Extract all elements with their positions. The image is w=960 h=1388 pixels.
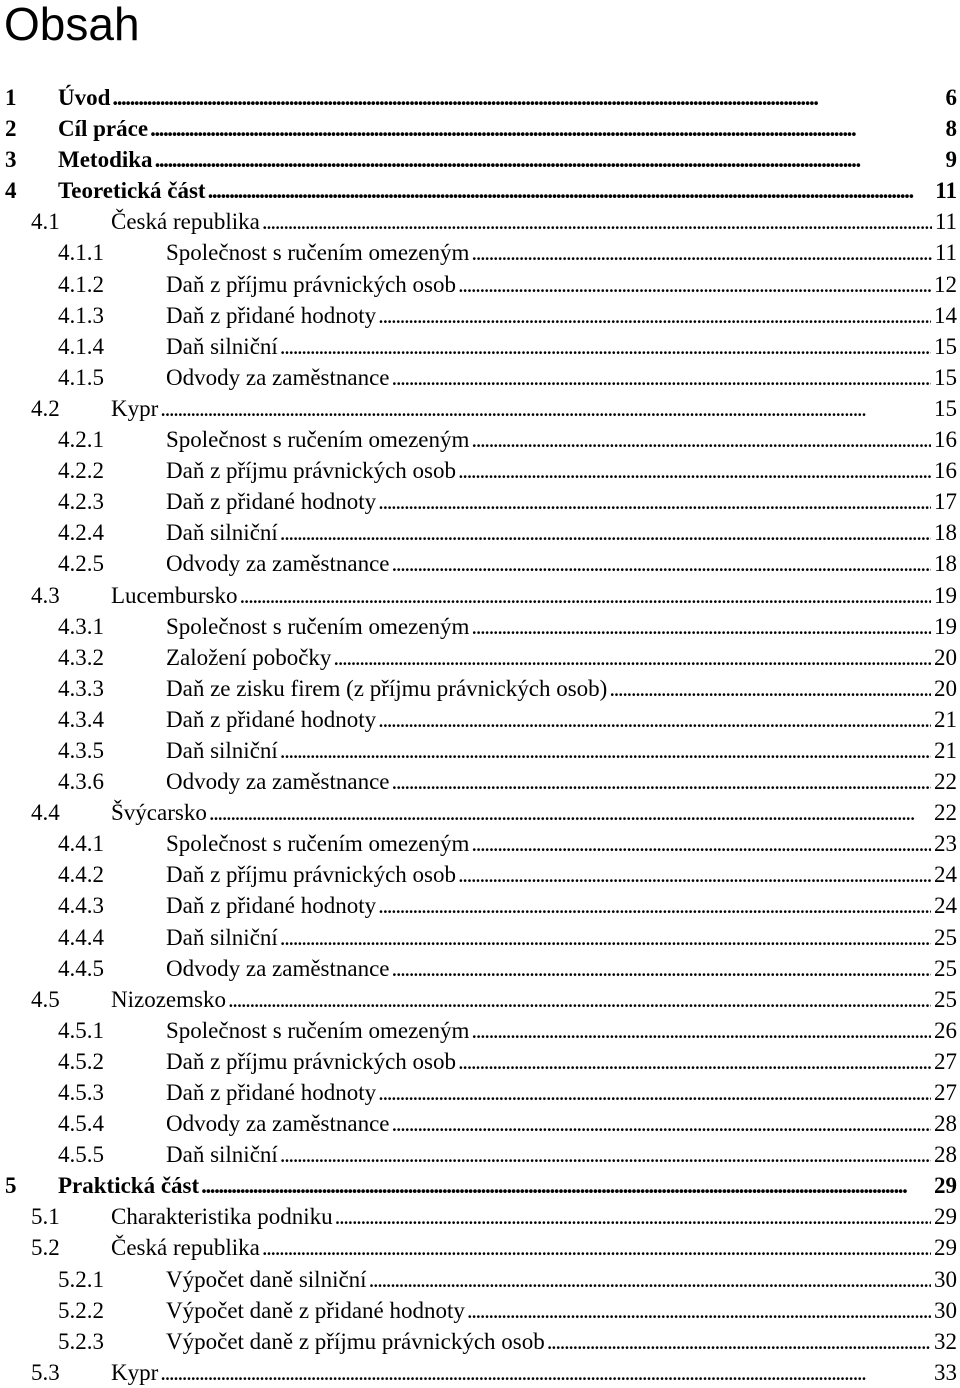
toc-entry-body xyxy=(111,393,957,424)
toc-entry-page-number: 11 xyxy=(934,209,957,235)
toc-entry[interactable] xyxy=(0,1170,960,1201)
toc-entry[interactable] xyxy=(0,1139,960,1170)
toc-entry-title: Teoretická část xyxy=(58,178,206,204)
toc-entry-body xyxy=(166,642,957,673)
toc-entry-title: Daň silniční xyxy=(166,520,278,546)
toc-entry[interactable] xyxy=(0,424,960,455)
toc-entry-title: Praktická část xyxy=(58,1173,200,1199)
toc-entry-number: 4.2.2 xyxy=(58,458,104,484)
toc-entry-title: Kypr xyxy=(111,1359,159,1385)
toc-entry-number: 4.2.4 xyxy=(58,520,104,546)
dot-leader xyxy=(239,580,931,611)
dot-leader xyxy=(262,1232,931,1263)
toc-entry-title: Daň silniční xyxy=(166,333,278,359)
toc-entry-number: 4.1.4 xyxy=(58,333,104,359)
toc-entry-title: Odvody za zaměstnance xyxy=(166,955,390,981)
toc-entry-number: 4.4.3 xyxy=(58,893,104,919)
toc-entry-body xyxy=(111,580,957,611)
toc-entry[interactable] xyxy=(0,144,960,175)
toc-entry-number: 4.5.5 xyxy=(58,1142,104,1168)
toc-entry-number: 4.3.6 xyxy=(58,769,104,795)
toc-entry-body xyxy=(58,175,957,206)
toc-entry[interactable] xyxy=(0,859,960,890)
toc-entry-body xyxy=(166,424,957,455)
toc-entry-body xyxy=(166,828,957,859)
toc-entry-number: 4.1.5 xyxy=(58,364,104,390)
toc-entry-page-number: 24 xyxy=(934,893,957,919)
toc-entry[interactable] xyxy=(0,237,960,268)
toc-entry-body xyxy=(166,1108,957,1139)
toc-entry[interactable] xyxy=(0,984,960,1015)
toc-entry-page-number: 17 xyxy=(934,489,957,515)
dot-leader xyxy=(392,953,931,984)
dot-leader xyxy=(458,859,931,890)
toc-entry-number: 5.2 xyxy=(31,1235,60,1261)
toc-entry[interactable] xyxy=(0,1295,960,1326)
toc-entry-body xyxy=(166,953,957,984)
toc-entry-number: 4 xyxy=(5,178,17,204)
toc-entry-title: Odvody za zaměstnance xyxy=(166,364,390,390)
toc-entry-number: 4.3.5 xyxy=(58,737,104,763)
toc-entry[interactable] xyxy=(0,393,960,424)
toc-entry-title: Založení pobočky xyxy=(166,644,332,670)
toc-entry-number: 4.4.1 xyxy=(58,831,104,857)
toc-entry[interactable] xyxy=(0,580,960,611)
dot-leader xyxy=(112,82,942,113)
toc-entry-page-number: 29 xyxy=(934,1235,957,1261)
toc-entry-title: Výpočet daně silniční xyxy=(166,1266,367,1292)
dot-leader xyxy=(471,424,931,455)
toc-entry-body xyxy=(58,144,957,175)
toc-entry-page-number: 30 xyxy=(934,1297,957,1323)
toc-entry-body xyxy=(166,1077,957,1108)
toc-entry-page-number: 16 xyxy=(934,458,957,484)
toc-entry-title: Odvody za zaměstnance xyxy=(166,1111,390,1137)
dot-leader xyxy=(201,1170,931,1201)
toc-entry-number: 4.1.3 xyxy=(58,302,104,328)
toc-entry-number: 5.2.3 xyxy=(58,1328,104,1354)
dot-leader xyxy=(262,206,932,237)
toc-entry[interactable] xyxy=(0,735,960,766)
toc-entry-page-number: 11 xyxy=(934,240,957,266)
toc-entry-body xyxy=(111,1232,957,1263)
toc-entry-number: 4.5 xyxy=(31,986,60,1012)
toc-entry[interactable] xyxy=(0,548,960,579)
toc-entry-page-number: 19 xyxy=(934,582,957,608)
table-of-contents xyxy=(0,82,960,1388)
toc-entry-number: 4.5.4 xyxy=(58,1111,104,1137)
dot-leader xyxy=(280,517,931,548)
toc-entry-number: 4.1 xyxy=(31,209,60,235)
toc-entry[interactable] xyxy=(0,1232,960,1263)
toc-entry-number: 4.3 xyxy=(31,582,60,608)
toc-entry-body xyxy=(166,735,957,766)
dot-leader xyxy=(228,984,931,1015)
toc-entry-title: Daň z přidané hodnoty xyxy=(166,489,377,515)
toc-entry-page-number: 20 xyxy=(934,644,957,670)
toc-entry-title: Odvody za zaměstnance xyxy=(166,551,390,577)
toc-entry-page-number: 9 xyxy=(945,147,957,173)
toc-entry-title: Daň z přidané hodnoty xyxy=(166,1080,377,1105)
toc-entry-title: Společnost s ručením omezeným xyxy=(166,831,470,857)
toc-entry-number: 4.2.5 xyxy=(58,551,104,577)
toc-entry-page-number: 22 xyxy=(934,800,957,826)
toc-entry[interactable] xyxy=(0,828,960,859)
toc-entry[interactable] xyxy=(0,1046,960,1077)
toc-entry-number: 4.4.4 xyxy=(58,924,104,950)
toc-entry-number: 5.2.2 xyxy=(58,1297,104,1323)
toc-entry-body xyxy=(166,704,957,735)
toc-entry-body xyxy=(111,984,957,1015)
dot-leader xyxy=(467,1295,931,1326)
dot-leader xyxy=(160,1357,931,1388)
toc-entry-page-number: 8 xyxy=(945,116,957,142)
toc-entry-number: 3 xyxy=(5,147,17,173)
toc-entry-body xyxy=(166,611,957,642)
toc-entry-page-number: 15 xyxy=(934,333,957,359)
toc-entry-title: Nizozemsko xyxy=(111,986,226,1012)
toc-entry-title: Charakteristika podniku xyxy=(111,1204,333,1230)
toc-entry-body xyxy=(166,455,957,486)
toc-entry-page-number: 18 xyxy=(934,551,957,577)
toc-entry-page-number: 15 xyxy=(934,395,957,421)
toc-entry-page-number: 25 xyxy=(934,955,957,981)
toc-entry-number: 4.2.1 xyxy=(58,427,104,453)
dot-leader xyxy=(392,1108,931,1139)
dot-leader xyxy=(458,269,931,300)
dot-leader xyxy=(209,797,931,828)
toc-entry-page-number: 27 xyxy=(934,1080,957,1105)
toc-entry[interactable] xyxy=(0,673,960,704)
dot-leader xyxy=(392,548,931,579)
dot-leader xyxy=(280,1139,931,1170)
toc-entry-body xyxy=(166,362,957,393)
toc-entry-title: Společnost s ručením omezeným xyxy=(166,240,470,266)
toc-entry-body xyxy=(166,1015,957,1046)
toc-entry-number: 4.3.1 xyxy=(58,613,104,639)
toc-entry-title: Daň z příjmu právnických osob xyxy=(166,862,456,888)
toc-entry-page-number: 20 xyxy=(934,675,957,701)
toc-entry[interactable] xyxy=(0,611,960,642)
toc-entry-number: 4.3.3 xyxy=(58,675,104,701)
toc-entry-title: Daň z příjmu právnických osob xyxy=(166,1048,456,1074)
toc-entry-number: 4.1.1 xyxy=(58,240,104,266)
toc-entry-title: Výpočet daně z příjmu právnických osob xyxy=(166,1328,545,1354)
dot-leader xyxy=(333,642,931,673)
dot-leader xyxy=(378,486,931,517)
toc-entry[interactable] xyxy=(0,1357,960,1388)
dot-leader xyxy=(369,1264,931,1295)
toc-entry[interactable] xyxy=(0,486,960,517)
toc-entry-page-number: 18 xyxy=(934,520,957,546)
toc-entry[interactable] xyxy=(0,1077,960,1108)
dot-leader xyxy=(378,704,931,735)
toc-entry[interactable] xyxy=(0,206,960,237)
toc-entry[interactable] xyxy=(0,82,960,113)
toc-entry-title: Cíl práce xyxy=(58,116,149,142)
toc-entry[interactable] xyxy=(0,362,960,393)
toc-entry-page-number: 32 xyxy=(934,1328,957,1354)
toc-entry-title: Odvody za zaměstnance xyxy=(166,769,390,795)
toc-entry-body xyxy=(111,797,957,828)
toc-entry-body xyxy=(166,331,957,362)
dot-leader xyxy=(392,766,931,797)
toc-entry-body xyxy=(166,517,957,548)
toc-entry[interactable] xyxy=(0,922,960,953)
toc-entry-body xyxy=(58,1170,957,1201)
toc-entry-body xyxy=(111,206,957,237)
toc-entry-title: Česká republika xyxy=(111,1235,260,1261)
toc-entry-number: 4.4.2 xyxy=(58,862,104,888)
toc-entry-body xyxy=(58,113,957,144)
toc-entry-title: Daň z přidané hodnoty xyxy=(166,302,377,328)
toc-entry-number: 4.4 xyxy=(31,800,60,826)
toc-entry-body xyxy=(166,673,957,704)
dot-leader xyxy=(160,393,931,424)
dot-leader xyxy=(458,1046,931,1077)
toc-entry-page-number: 16 xyxy=(934,427,957,453)
dot-leader xyxy=(378,300,931,331)
toc-entry[interactable] xyxy=(0,797,960,828)
toc-entry-number: 4.3.4 xyxy=(58,706,104,732)
dot-leader xyxy=(335,1201,931,1232)
toc-entry-body xyxy=(166,1264,957,1295)
dot-leader xyxy=(155,144,943,175)
dot-leader xyxy=(458,455,931,486)
toc-entry-body xyxy=(166,486,957,517)
toc-entry-title: Daň silniční xyxy=(166,737,278,763)
toc-entry[interactable] xyxy=(0,953,960,984)
toc-entry-body xyxy=(166,922,957,953)
dot-leader xyxy=(378,890,931,921)
toc-entry-body xyxy=(166,766,957,797)
toc-entry[interactable] xyxy=(0,175,960,206)
toc-entry-number: 2 xyxy=(5,116,17,142)
toc-entry-title: Společnost s ručením omezeným xyxy=(166,613,470,639)
dot-leader xyxy=(471,237,931,268)
dot-leader xyxy=(280,922,931,953)
toc-entry-body xyxy=(166,1326,957,1357)
dot-leader xyxy=(280,331,931,362)
toc-entry-title: Daň z příjmu právnických osob xyxy=(166,458,456,484)
toc-entry-page-number: 28 xyxy=(934,1111,957,1137)
toc-entry-number: 5.2.1 xyxy=(58,1266,104,1292)
toc-entry-title: Daň silniční xyxy=(166,1142,278,1168)
toc-entry-title: Daň ze zisku firem (z příjmu právnických osob) xyxy=(166,675,608,701)
toc-entry-page-number: 30 xyxy=(934,1266,957,1292)
toc-entry[interactable] xyxy=(0,704,960,735)
toc-entry-page-number: 26 xyxy=(934,1017,957,1043)
toc-entry-page-number: 33 xyxy=(934,1359,957,1385)
toc-entry-body xyxy=(166,1295,957,1326)
toc-entry-body xyxy=(166,269,957,300)
page-title: Obsah xyxy=(4,0,140,50)
toc-entry-number: 4.2 xyxy=(31,395,60,421)
toc-entry-body xyxy=(166,1046,957,1077)
toc-entry-page-number: 15 xyxy=(934,364,957,390)
toc-entry-number: 5.1 xyxy=(31,1204,60,1230)
toc-entry-title: Daň z příjmu právnických osob xyxy=(166,271,456,297)
toc-entry-body xyxy=(166,890,957,921)
toc-entry-body xyxy=(166,859,957,890)
toc-entry-title: Daň z přidané hodnoty xyxy=(166,893,377,919)
toc-entry-title: Úvod xyxy=(58,85,111,110)
toc-entry-title: Společnost s ručením omezeným xyxy=(166,427,470,453)
toc-entry-title: Výpočet daně z přidané hodnoty xyxy=(166,1297,465,1323)
dot-leader xyxy=(547,1326,931,1357)
toc-entry-title: Daň z přidané hodnoty xyxy=(166,706,377,732)
toc-entry-page-number: 29 xyxy=(934,1204,957,1230)
toc-entry-page-number: 6 xyxy=(945,85,957,110)
toc-entry[interactable] xyxy=(0,331,960,362)
toc-entry[interactable] xyxy=(0,890,960,921)
toc-entry[interactable] xyxy=(0,642,960,673)
toc-entry-number: 4.5.2 xyxy=(58,1048,104,1074)
toc-entry-page-number: 11 xyxy=(935,178,957,204)
toc-entry[interactable] xyxy=(0,1201,960,1232)
toc-entry[interactable] xyxy=(0,517,960,548)
toc-entry-body xyxy=(166,1139,957,1170)
toc-entry-page-number: 28 xyxy=(934,1142,957,1168)
dot-leader xyxy=(392,362,931,393)
toc-entry-number: 4.2.3 xyxy=(58,489,104,515)
toc-entry-title: Lucembursko xyxy=(111,582,238,608)
toc-entry-number: 4.5.3 xyxy=(58,1080,104,1105)
dot-leader xyxy=(208,175,933,206)
toc-entry[interactable] xyxy=(0,1108,960,1139)
toc-entry-number: 1 xyxy=(5,85,17,110)
toc-entry-title: Společnost s ručením omezeným xyxy=(166,1017,470,1043)
toc-entry-page-number: 19 xyxy=(934,613,957,639)
toc-entry[interactable] xyxy=(0,455,960,486)
toc-entry-body xyxy=(166,300,957,331)
dot-leader xyxy=(378,1077,931,1108)
toc-entry-body xyxy=(111,1201,957,1232)
toc-entry-page-number: 23 xyxy=(934,831,957,857)
toc-entry-page-number: 24 xyxy=(934,862,957,888)
toc-entry-page-number: 25 xyxy=(934,924,957,950)
toc-entry-title: Kypr xyxy=(111,395,159,421)
toc-entry-number: 5 xyxy=(5,1173,17,1199)
toc-entry-page-number: 25 xyxy=(934,986,957,1012)
toc-entry[interactable] xyxy=(0,300,960,331)
toc-entry[interactable] xyxy=(0,766,960,797)
toc-entry-title: Švýcarsko xyxy=(111,800,207,826)
toc-entry-page-number: 21 xyxy=(934,706,957,732)
toc-entry-number: 4.3.2 xyxy=(58,644,104,670)
toc-entry-title: Metodika xyxy=(58,147,153,173)
toc-entry-body xyxy=(166,237,957,268)
toc-entry-page-number: 14 xyxy=(934,302,957,328)
toc-entry-body xyxy=(111,1357,957,1388)
toc-entry[interactable] xyxy=(0,1015,960,1046)
dot-leader xyxy=(280,735,931,766)
toc-entry-title: Daň silniční xyxy=(166,924,278,950)
toc-entry[interactable] xyxy=(0,269,960,300)
toc-entry[interactable] xyxy=(0,113,960,144)
toc-entry-title: Česká republika xyxy=(111,209,260,235)
toc-entry-page-number: 12 xyxy=(934,271,957,297)
toc-entry-body xyxy=(166,548,957,579)
toc-entry[interactable] xyxy=(0,1264,960,1295)
toc-entry-page-number: 27 xyxy=(934,1048,957,1074)
dot-leader xyxy=(471,828,931,859)
toc-entry[interactable] xyxy=(0,1326,960,1357)
toc-entry-number: 5.3 xyxy=(31,1359,60,1385)
toc-entry-page-number: 21 xyxy=(934,737,957,763)
toc-entry-number: 4.1.2 xyxy=(58,271,104,297)
dot-leader xyxy=(471,1015,931,1046)
toc-entry-body xyxy=(58,82,957,113)
toc-entry-page-number: 22 xyxy=(934,769,957,795)
toc-entry-page-number: 29 xyxy=(934,1173,957,1199)
toc-entry-number: 4.5.1 xyxy=(58,1017,104,1043)
toc-entry-number: 4.4.5 xyxy=(58,955,104,981)
dot-leader xyxy=(150,113,942,144)
dot-leader xyxy=(471,611,931,642)
dot-leader xyxy=(609,673,931,704)
